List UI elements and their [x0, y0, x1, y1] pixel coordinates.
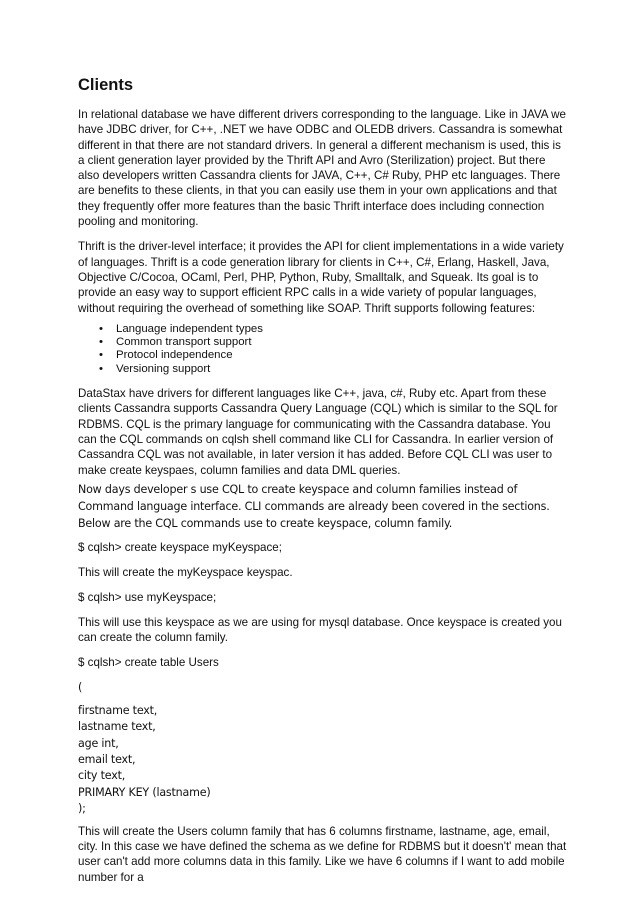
paragraph-cql-usage: Now days developer s use CQL to create keyspace and column families instead of Command language interface. CLI commands are already been covered in the sections. Below are the CQL commands use to create keyspace, column family.: [78, 482, 550, 530]
bullet-icon: •: [99, 322, 103, 335]
list-item: • Language independent types: [99, 322, 263, 335]
bullet-icon: •: [99, 336, 103, 349]
code-line: email text,: [78, 753, 136, 767]
thrift-features-list: [78, 323, 568, 376]
paragraph-drivers-intro: In relational database we have different drivers corresponding to the language. Like in JAVA we have JDBC driver, for C++, .NET we have ODBC and OLEDB drivers. Cassandra is somewhat different in that there are not standard drivers. In general a different mechanism is used, this is a client generation layer provided by the Thrift API and Avro (Sterilization) project. But there also developers written Cassandra clients for JAVA, C++, C# Ruby, PHP etc languages. There are benefits to these clients, in that you can easily use them in your own applications and that they frequently offer more features than the basic Thrift interface does including connection pooling and monitoring.: [78, 108, 566, 229]
command-create-keyspace: $ cqlsh> create keyspace myKeyspace;: [78, 540, 282, 554]
bullet-icon: •: [99, 349, 103, 362]
paragraph-use-keyspace: This will use this keyspace as we are using for mysql database. Once keyspace is created you can create the column family.: [78, 615, 562, 645]
command-use-keyspace: $ cqlsh> use myKeyspace;: [78, 590, 217, 604]
command-create-table: $ cqlsh> create table Users: [78, 656, 219, 670]
list-item: • Versioning support: [99, 362, 211, 375]
bullet-icon: •: [99, 362, 103, 375]
paragraph-users-column-family: This will create the Users column family that has 6 columns firstname, lastname, age, email, city. In this case we have defined the schema as we define for RDBMS but it doesn't' mean that user can't add more columns data in this family. Like we have 6 columns if I want to add mobile number for a: [78, 824, 567, 884]
code-line: age int,: [78, 736, 119, 750]
code-open-paren: (: [78, 681, 83, 695]
list-item: • Protocol independence: [99, 349, 233, 362]
section-title: Clients: [78, 76, 134, 94]
paragraph-thrift: Thrift is the driver-level interface; it provides the API for client implementations in a wide variety of languages. Thrift is a code generation library for clients in C++, C#, Erlang, Haskell, Java, Objective C/Cocoa, OCaml, Perl, PHP, Python, Ruby, Smalltalk, and Squeak. Its goal is to provide an easy way to support efficient RPC calls in a wide variety of popular languages, without requiring the overhead of something like SOAP. Thrift supports following features:: [78, 240, 564, 315]
paragraph-datastax-cql: DataStax have drivers for different languages like C++, java, c#, Ruby etc. Apart from these clients Cassandra supports Cassandra Query Language (CQL) which is similar to the SQL for RDBMS. CQL is the primary language for communicating with the Cassandra database. You can the CQL commands on cqlsh shell command like CLI for Cassandra. In earlier version of Cassandra CQL was not available, in later version it has added. Before CQL CLI was user to make create keyspaes, column families and data DML queries.: [78, 387, 558, 477]
list-item: • Common transport support: [99, 336, 252, 349]
code-line: city text,: [78, 769, 126, 783]
paragraph-keyspace-created: This will create the myKeyspace keyspac.: [78, 565, 293, 579]
code-line: lastname text,: [78, 720, 156, 734]
code-line: firstname text,: [78, 703, 158, 717]
document-page: [78, 74, 568, 895]
code-line: PRIMARY KEY (lastname): [78, 785, 211, 799]
code-close-paren: );: [78, 802, 86, 816]
create-table-code: [78, 680, 568, 817]
